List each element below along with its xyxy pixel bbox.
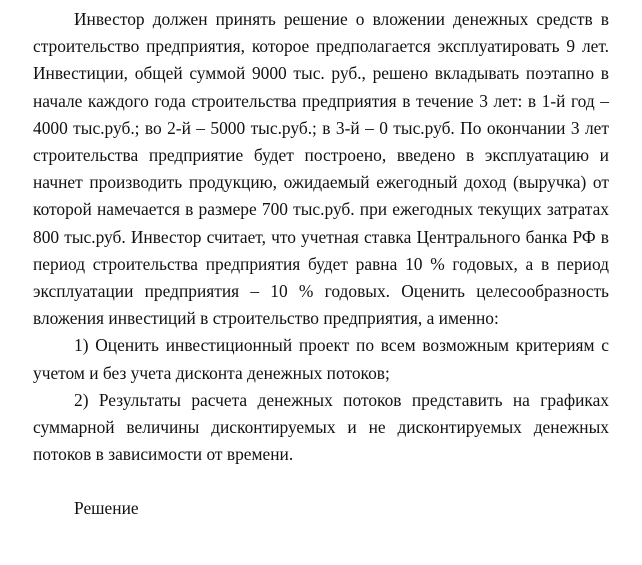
document-page — [33, 6, 609, 523]
task-item-2: 2) Результаты расчета денежных потоков представить на графиках суммарной величины дисконтируемых и не дисконтируемых денежных потоков в зависимости от времени. — [33, 389, 609, 465]
problem-statement: Инвестор должен принять решение о вложении денежных средств в строительство предприятия, которое предполагается эксплуатировать 9 лет. Инвестиции, общей суммой 9000 тыс. руб., решено вкладывать поэтапно в начале каждого года строительства предприятия в течение 3 лет: в 1-й год – 4000 тыс.руб.; во 2-й – 5000 тыс.руб.; в 3-й – 0 тыс.руб. По окончании 3 лет строительства предприятие будет построено, введено в эксплуатацию и начнет производить продукцию, ожидаемый ежегодный доход (выручка) от которой намечается в размере 700 тыс.руб. при ежегодных текущих затратах 800 тыс.руб. Инвестор считает, что учетная ставка Центрального банка РФ в период строительства предприятия будет равна 10 % годовых, а в период эксплуатации предприятия – 10 % годовых. Оценить целесообразность вложения инвестиций в строительство предприятия, а именно: — [33, 9, 609, 329]
blank-line — [33, 468, 609, 495]
solution-heading: Решение — [74, 498, 139, 519]
task-item-1: 1) Оценить инвестиционный проект по всем возможным критериям с учетом и без учета дисконта денежных потоков; — [33, 335, 609, 383]
